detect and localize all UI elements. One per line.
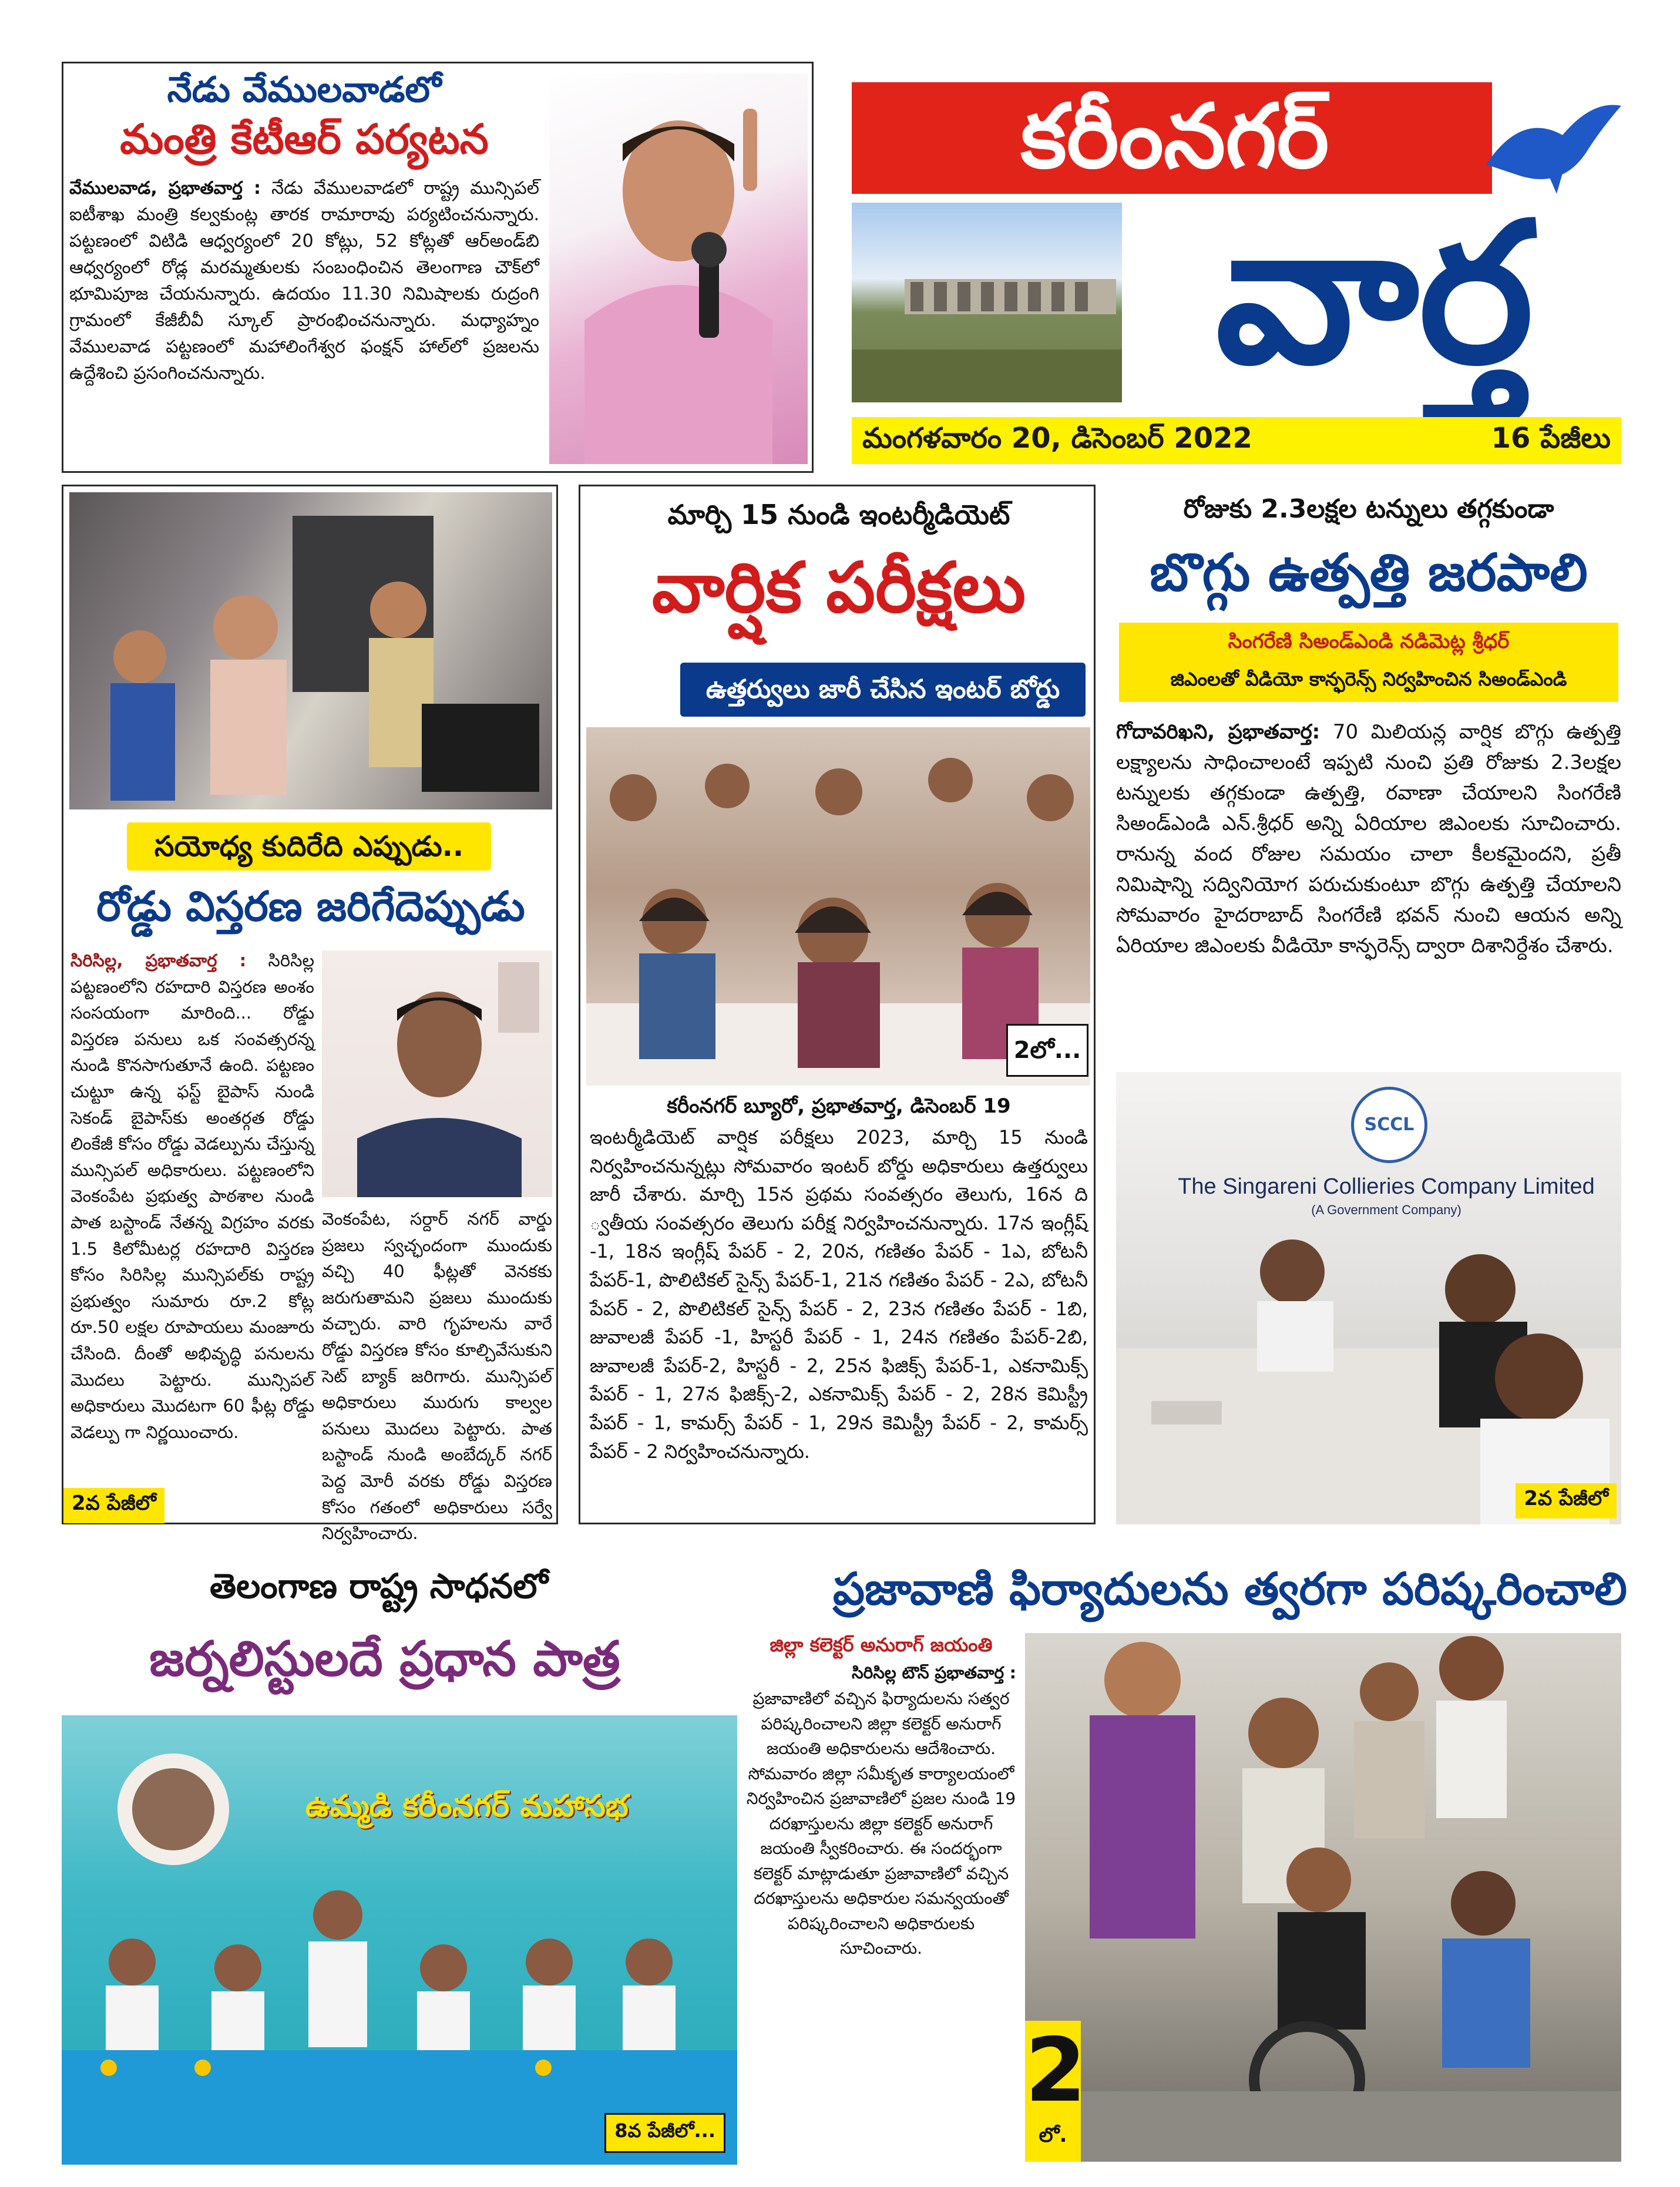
page-count: 16 పేజీలు — [1491, 422, 1611, 455]
exam-more-tag: 2లో... — [1006, 1024, 1088, 1077]
road-story — [62, 485, 558, 1544]
coal-kicker: రోజుకు 2.3లక్షల టన్నులు తగ్గకుండా — [1183, 494, 1554, 524]
ktr-photo — [549, 73, 808, 464]
prajavani-dateline: సిరిసిల్ల టౌన్ ప్రభాతవార్త : — [852, 1663, 1016, 1682]
road-body-col1: సిరిసిల్ల పట్టణంలోని రహదారి విస్తరణ అంశం సంసయంగా మారింది... రోడ్డు విస్తరణ పనులు ఒక సంవత్సరన్న నుండి కొనసాగుతూనే ఉంది. పట్టణం చుట్టూ ఉన్న ఫస్ట్ బైపాస్ నుండి సెకండ్ బైపాస్‌కు అంతర్గత రోడ్డు లింకేజీ కోసం రోడ్డు వెడల్పును చేస్తున్న మున్సిపల్ అధికారులు. పట్టణంలోని వెంకంపేట ప్రభుత్వ పాఠశాల నుండి పాత బస్టాండ్ నేతన్న విగ్రహం వరకు 1.5 కిలోమీటర్ల రహదారి విస్తరణ కోసం సిరిసిల్ల మున్సిపల్‌కు రాష్ట్ర ప్రభుత్వం సుమారు రూ.2 కోట్ల రూ.50 లక్షల రూపాయలు మంజూరు చేసింది. దీంతో అభివృద్ధి పనులను మొదలు పెట్టారు. మున్సిపల్ అధికారులు మొదటగా 60 ఫీట్ల రోడ్డు వెడల్పు గా నిర్ణయించారు. — [70, 950, 315, 1442]
prajavani-text-col — [746, 1630, 1016, 2165]
ktr-dateline: వేములవాడ, ప్రభాతవార్త : — [69, 178, 261, 199]
sccl-banner: The Singareni Collieries Company Limited — [1178, 1174, 1595, 1199]
exam-headline: వార్షిక పరీక్షలు — [651, 547, 1026, 628]
meeting-scene — [1116, 1225, 1621, 1524]
official-photo — [322, 950, 552, 1197]
road-dateline: సిరిసిల్ల, ప్రభాతవార్త : — [70, 950, 247, 970]
road-body-col2: వెంకంపేట, సర్దార్ నగర్ వార్డు ప్రజలు స్వచ్ఛందంగా ముందుకు వచ్చి 40 ఫీట్లతో వెనకకు జరుగుతామని ప్రజలు ముందుకు వచ్చారు. వారి గృహలను వారే రోడ్డు విస్తరణ కోసం కూల్చివేసుకుని సెట్ బ్యాక్ జరిగారు. మున్సిపల్ అధికారులు మురుగు కాల్వల పనులు మొదలు పెట్టారు. పాత బస్టాండ్ నుండి అంబేద్కర్ నగర్ పెద్ద మోరీ వరకు రోడ్డు విస్తరణ కోసం గతంలో అధికారులు సర్వే నిర్వహించారు. — [322, 1209, 552, 1544]
masthead-big-word: వార్త — [1215, 181, 1534, 407]
exam-dateline: కరీంనగర్ బ్యూరో, ప్రభాతవార్త, డిసెంబర్ 19 — [667, 1094, 1011, 1118]
ktr-headline: మంత్రి కేటీఆర్ పర్యటన — [120, 115, 489, 163]
dam-photo — [852, 203, 1122, 402]
exam-story — [579, 485, 1096, 1524]
sccl-logo — [1351, 1087, 1427, 1163]
coal-sub-box — [1119, 623, 1618, 702]
coal-story — [1116, 485, 1621, 1524]
prajavani-more-num: 2 — [1025, 2020, 1087, 2122]
sccl-logo-text: SCCL — [1364, 1114, 1414, 1135]
masthead — [852, 82, 1621, 470]
exam-body: ఇంటర్మీడియెట్ వార్షిక పరీక్షలు 2023, మార్చి 15 నుండి నిర్వహించనున్నట్లు సోమవారం ఇంటర్ బోర్డు అధికారులు ఉత్తర్వులు జారీ చేశారు. మార్చి 15న ప్రథమ సంవత్సరం తెలుగు, 16న ది ్వతీయ సంవత్సరం తెలుగు పరీక్ష నిర్వహించనున్నారు. 17న ఇంగ్లీష్ -1, 18న ఇంగ్లీష్ పేపర్ - 2, 20న, గణితం పేపర్ - 1ఎ, బోటనీ పేపర్-1, పొలిటికల్ సైన్స్ పేపర్-1, 21న గణితం పేపర్ - 2ఎ, బోటనీ పేపర్ - 2, పొలిటికల్ సైన్స్ పేపర్ - 2, 23న గణితం పేపర్ - 1బి, జువాలజీ పేపర్ -1, హిస్టరీ పేపర్ - 1, 24న గణితం పేపర్-2బి, జువాలజీ పేపర్-2, హిస్టరీ - 2, 25న ఫిజిక్స్ పేపర్-1, ఎకనామిక్స్ పేపర్ - 1, 27న ఫిజిక్స్-2, ఎకనామిక్స్ పేపర్ - 2, 28న కెమిస్ట్రీ పేపర్ - 1, కామర్స్ పేపర్ - 1, 29న కెమిస్ట్రీ పేపర్ - 2, కామర్స్ పేపర్ - 2 నిర్వహించనున్నారు. — [590, 1126, 1088, 1463]
prajavani-headline: ప్రజావాణి ఫిర్యాదులను త్వరగా పరిష్కరించాలి — [833, 1563, 1627, 1615]
ktr-body-wrap — [69, 175, 539, 469]
ktr-story — [62, 62, 814, 473]
journalists-more-tag: 8వ పేజీలో... — [604, 2113, 725, 2153]
prajavani-sub: జిల్లా కలెక్టర్ అనురాగ్ జయంతి — [770, 1634, 993, 1656]
road-photo — [69, 492, 552, 809]
coal-more-tag: 2వ పేజీలో — [1516, 1483, 1617, 1519]
road-col1 — [70, 948, 314, 1476]
exam-sub: ఉత్తర్వులు జారీ చేసిన ఇంటర్ బోర్డు — [705, 674, 1060, 704]
journalists-kicker: తెలంగాణ రాష్ట్ర సాధనలో — [210, 1566, 548, 1606]
road-kicker-bar — [127, 822, 491, 871]
issue-date: మంగళవారం 20, డిసెంబర్ 2022 — [862, 422, 1252, 455]
ktr-body: నేడు వేములవాడలో రాష్ట్ర మున్సిపల్ ఐటీశాఖ మంత్రి కల్వకుంట్ల తారక రామారావు పర్యటించనున్నారు. పట్టణంలో విటిడి ఆధ్వర్యంలో 20 కోట్లు, 52 కోట్లతో ఆర్అండ్‌బి ఆధ్వర్యంలో రోడ్ల మరమ్మతులకు సంబంధించిన తెలంగాణ చౌక్‌లో భూమిపూజ చేయనున్నారు. ఉదయం 11.30 నిమిషాలకు రుద్రంగి గ్రామంలో కేజీబీవీ స్కూల్ ప్రారంభించనున్నారు. మధ్యాహ్నం వేములవాడ పట్టణంలో మహాలింగేశ్వర ఫంక్షన్ హాల్‌లో ప్రజలను ఉద్దేశించి ప్రసంగించనున్నారు. — [69, 178, 540, 384]
prajavani-more-tag — [1025, 2020, 1087, 2162]
journalists-headline: జర్నలిస్టులదే ప్రధాన పాత్ర — [149, 1631, 620, 1687]
road-headline: రోడ్డు విస్తరణ జరిగేదెప్పుడు — [96, 882, 525, 930]
coal-sub2: జిఎంలతో వీడియో కాన్ఫరెన్స్ నిర్వహించిన సిఅండ్ఎండి — [1170, 668, 1567, 690]
exam-sub-bar — [680, 663, 1086, 717]
coal-dateline: గోదావరిఖని, ప్రభాతవార్త: — [1116, 720, 1321, 744]
prajavani-more-suffix: లో. — [1039, 2124, 1067, 2147]
road-scene — [69, 492, 552, 809]
sccl-banner-sub: (A Government Company) — [1311, 1202, 1461, 1217]
journalists-banner: ఉమ్మడి కరీంనగర్ మహాసభ — [305, 1789, 629, 1824]
official-portrait — [322, 950, 552, 1197]
road-col2 — [322, 1206, 552, 1544]
coal-headline: బొగ్గు ఉత్పత్తి జరపాలి — [1150, 542, 1588, 603]
coal-body-wrap — [1116, 717, 1621, 1057]
collector-scene — [1025, 1633, 1621, 2162]
minister-figure — [549, 73, 808, 464]
prajavani-body: ప్రజావాణిలో వచ్చిన ఫిర్యాదులను సత్వర పరిష్కరించాలని జిల్లా కలెక్టర్ అనురాగ్ జయంతి అధికారులను ఆదేశించారు. సోమవారం జిల్లా సమీకృత కార్యాలయంలో నిర్వహించిన ప్రజావాణిలో ప్రజల నుండి 19 దరఖాస్తులను జిల్లా కలెక్టర్ అనురాగ్ జయంతి స్వీకరించారు. ఈ సందర్భంగా కలెక్టర్ మాట్లాడుతూ ప్రజావాణిలో వచ్చిన దరఖాస్తులను అధికారుల సమన్వయంతో పరిష్కరించాలని అధికారులకు సూచించారు. — [746, 1689, 1016, 1958]
date-bar — [852, 417, 1621, 464]
coal-sub1: సింగరేణి సిఅండ్ఎండి నడిమెట్ల శ్రీధర్ — [1228, 630, 1510, 653]
coal-photo — [1116, 1072, 1621, 1524]
road-more-tag: 2వ పేజీలో — [63, 1488, 164, 1523]
road-kicker: సయోధ్య కుదిరేది ఎప్పుడు.. — [154, 830, 464, 863]
prajavani-photo — [1025, 1633, 1621, 2162]
ktr-kicker: నేడు వేములవాడలో — [167, 69, 442, 110]
coal-body: 70 మిలియన్ల వార్షిక బొగ్గు ఉత్పత్తి లక్ష్యాలను సాధించాలంటే ఇప్పటి నుంచి ప్రతి రోజుకు 2.3లక్షల టన్నులకు తగ్గకుండా ఉత్పత్తి, రవాణా చేయాలని సింగరేణి సిఅండ్ఎండి ఎన్.శ్రీధర్ అన్ని ఏరియాల జిఎంలకు సూచించారు. రానున్న వంద రోజుల సమయం చాలా కీలకమైందని, ప్రతీ నిమిషాన్ని సద్వినియోగ పరుచుకుంటూ బొగ్గు ఉత్పత్తి చేయాలని సోమవారం హైదరాబాద్ సింగరేణి భవన్ నుంచి ఆయన అన్ని ఏరియాల జిఎంలకు వీడియో కాన్ఫరెన్స్ ద్వారా దిశానిర్దేశం చేశారు. — [1116, 720, 1621, 958]
masthead-top-word: కరీంనగర్ — [1020, 86, 1329, 188]
dam-illustration — [852, 203, 1122, 402]
exam-kicker: మార్చి 15 నుండి ఇంటర్మీడియెట్ — [667, 499, 1010, 530]
